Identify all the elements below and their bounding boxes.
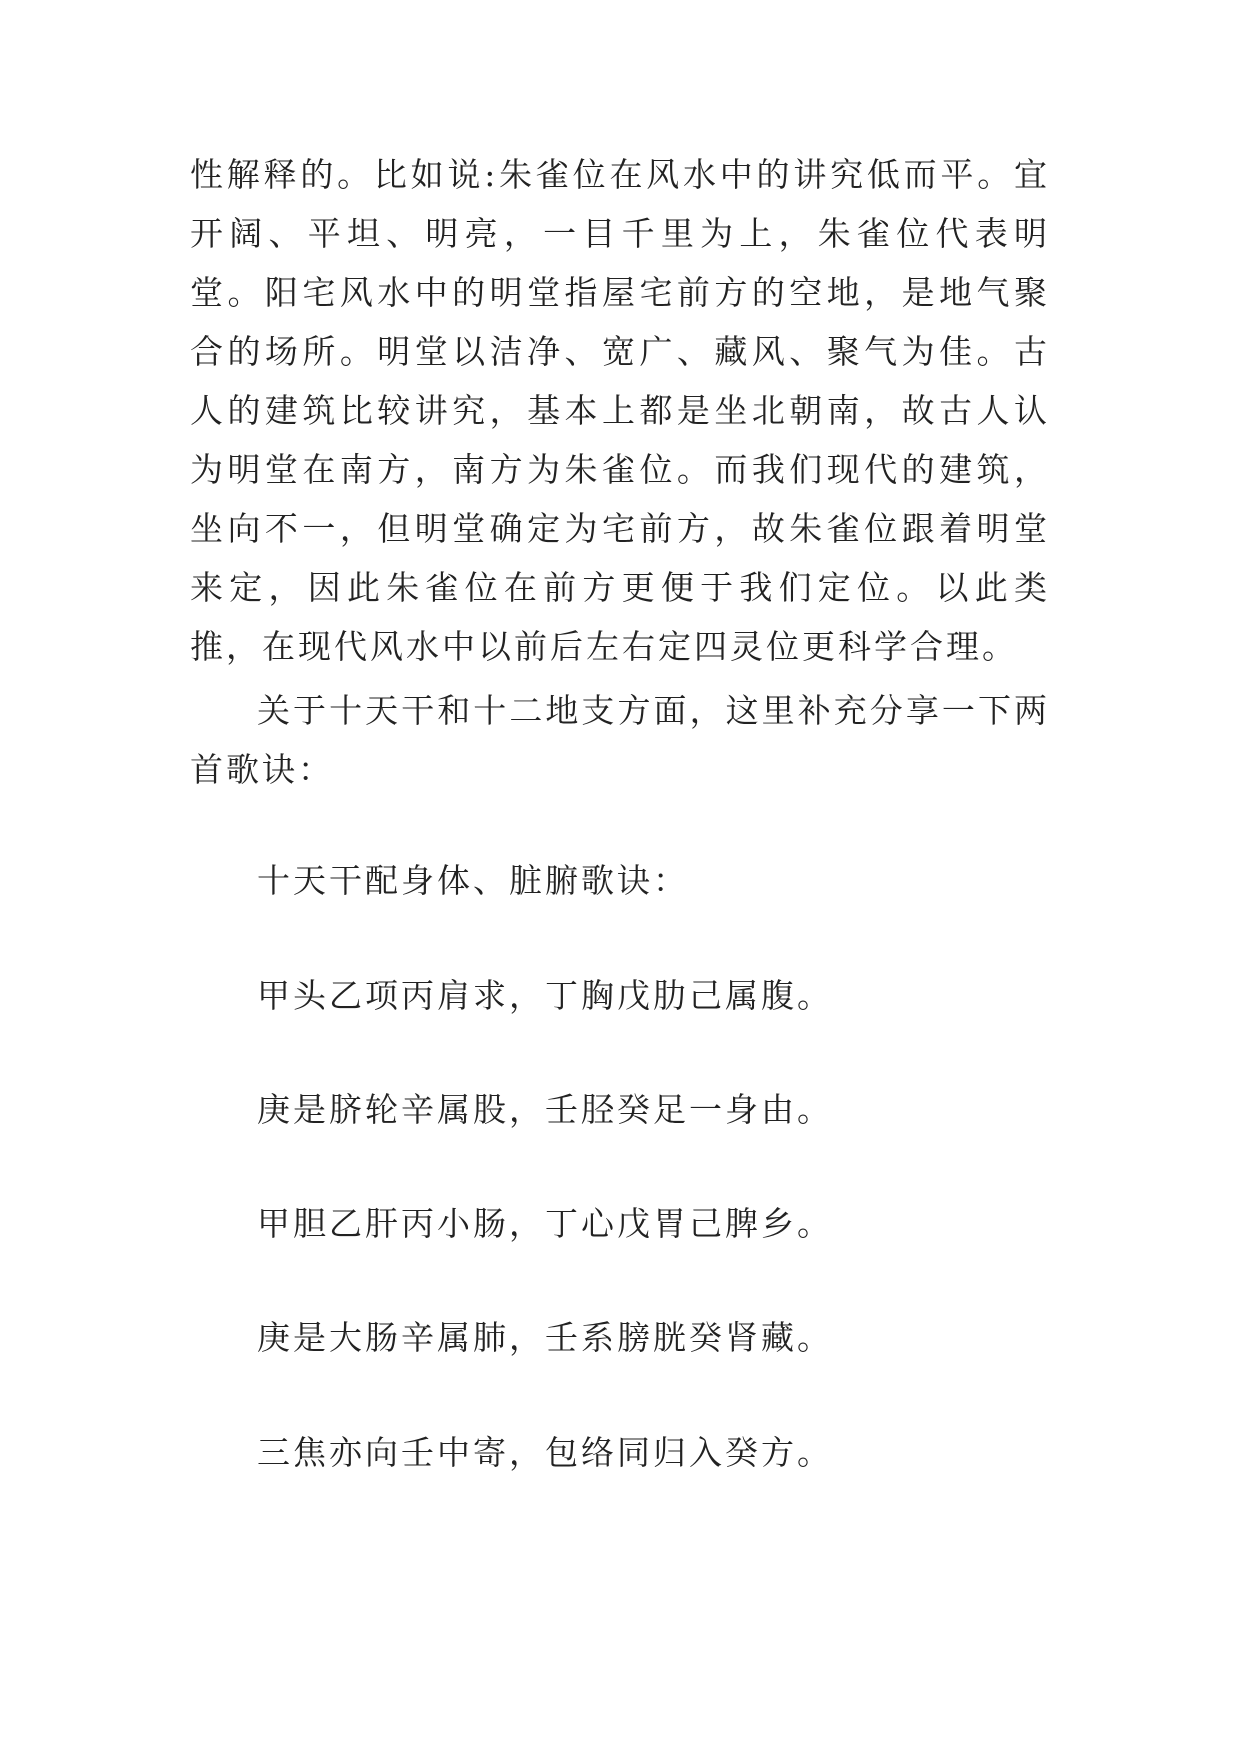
body-paragraph: 性解释的。比如说:朱雀位在风水中的讲究低而平。宜开阔、平坦、明亮，一目千里为上，朱雀位代表明堂。阳宅风水中的明堂指屋宅前方的空地，是地气聚合的场所。明堂以洁净、宽广、藏风、聚气为佳。古人的建筑比较讲究，基本上都是坐北朝南，故古人认为明堂在南方，南方为朱雀位。而我们现代的建筑，坐向不一，但明堂确定为宅前方，故朱雀位跟着明堂来定，因此朱雀位在前方更便于我们定位。以此类推，在现代风水中以前后左右定四灵位更科学合理。 (190, 155, 1050, 666)
verse-line: 甲胆乙肝丙小肠，丁心戊胃己脾乡。 (257, 1204, 833, 1243)
verse-line: 庚是脐轮辛属股，壬胫癸足一身由。 (257, 1090, 833, 1129)
song-title: 十天干配身体、脏腑歌诀： (257, 861, 689, 900)
verse-line: 庚是大肠辛属肺，壬系膀胱癸肾藏。 (257, 1318, 833, 1357)
intro-paragraph: 关于十天干和十二地支方面，这里补充分享一下两首歌诀： (190, 691, 1050, 789)
verse-line: 甲头乙项丙肩求，丁胸戊肋己属腹。 (257, 976, 833, 1015)
verse-line: 三焦亦向壬中寄，包络同归入癸方。 (257, 1433, 833, 1472)
